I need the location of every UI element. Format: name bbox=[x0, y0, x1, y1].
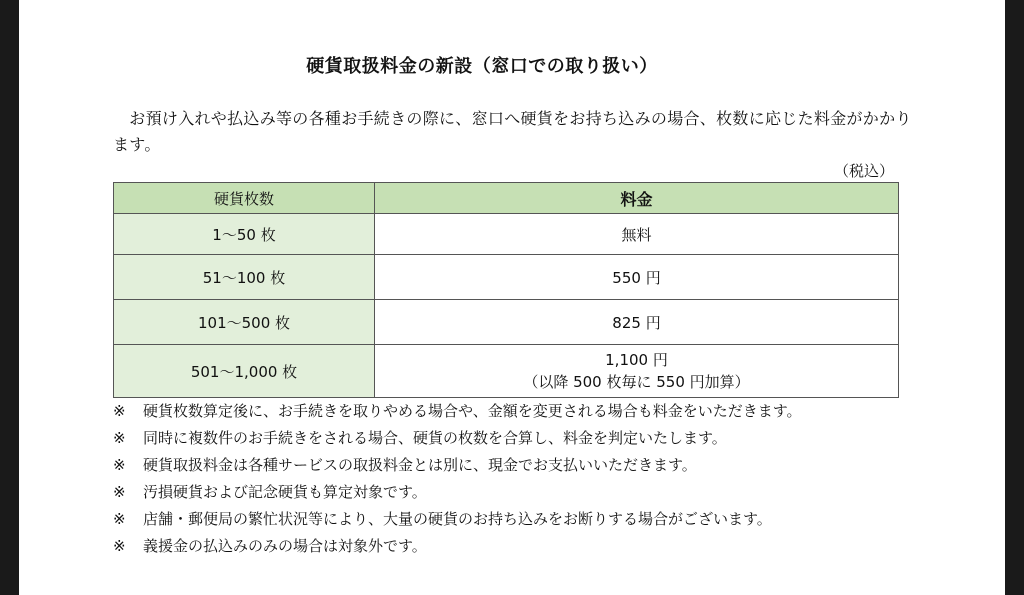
note-text: 店舗・郵便局の繁忙状況等により、大量の硬貨のお持ち込みをお断りする場合がございます。 bbox=[143, 510, 772, 528]
fee-header: 料金 bbox=[375, 183, 899, 214]
coin-count-cell: 1〜50 枚 bbox=[114, 214, 375, 255]
fee-additional-note: （以降 500 枚毎に 550 円加算） bbox=[523, 373, 750, 391]
coin-count-cell: 501〜1,000 枚 bbox=[114, 345, 375, 398]
note-item bbox=[113, 398, 973, 425]
table-row bbox=[114, 345, 899, 398]
fee-value: 1,100 円 bbox=[605, 351, 668, 369]
coin-count-cell: 51〜100 枚 bbox=[114, 255, 375, 300]
note-mark: ※ bbox=[113, 510, 126, 528]
note-mark: ※ bbox=[113, 402, 126, 420]
table-row bbox=[114, 300, 899, 345]
fee-cell: 825 円 bbox=[375, 300, 899, 345]
note-item bbox=[113, 425, 973, 452]
note-item bbox=[113, 506, 973, 533]
fee-cell: 550 円 bbox=[375, 255, 899, 300]
note-mark: ※ bbox=[113, 429, 126, 447]
table-row bbox=[114, 214, 899, 255]
note-text: 同時に複数件のお手続きをされる場合、硬貨の枚数を合算し、料金を判定いたします。 bbox=[143, 429, 727, 447]
fee-cell bbox=[375, 345, 899, 398]
note-mark: ※ bbox=[113, 483, 126, 501]
note-text: 義援金の払込みのみの場合は対象外です。 bbox=[143, 537, 427, 555]
note-item bbox=[113, 479, 973, 506]
note-item bbox=[113, 533, 973, 560]
table-row bbox=[114, 255, 899, 300]
left-frame-bar bbox=[0, 0, 19, 595]
note-item bbox=[113, 452, 973, 479]
note-text: 汚損硬貨および記念硬貨も算定対象です。 bbox=[143, 483, 427, 501]
fee-table bbox=[113, 182, 899, 398]
document-page bbox=[19, 0, 1005, 595]
fee-table-header-row bbox=[114, 183, 899, 214]
note-text: 硬貨取扱料金は各種サービスの取扱料金とは別に、現金でお支払いいただきます。 bbox=[143, 456, 697, 474]
coin-count-cell: 101〜500 枚 bbox=[114, 300, 375, 345]
page-title bbox=[19, 52, 1005, 78]
fee-cell: 無料 bbox=[375, 214, 899, 255]
intro-paragraph: お預け入れや払込み等の各種お手続きの際に、窓口へ硬貨をお持ち込みの場合、枚数に応じた料金がかかります。 bbox=[113, 109, 912, 154]
page-title-text: 硬貨取扱料金の新設（窓口での取り扱い） bbox=[306, 56, 658, 77]
note-mark: ※ bbox=[113, 456, 126, 474]
notes-list bbox=[113, 398, 973, 560]
right-frame-bar bbox=[1005, 0, 1024, 595]
note-text: 硬貨枚数算定後に、お手続きを取りやめる場合や、金額を変更される場合も料金をいただきます。 bbox=[143, 402, 802, 420]
tax-included-note: （税込） bbox=[833, 162, 894, 180]
coin-count-header: 硬貨枚数 bbox=[114, 183, 375, 214]
note-mark: ※ bbox=[113, 537, 126, 555]
